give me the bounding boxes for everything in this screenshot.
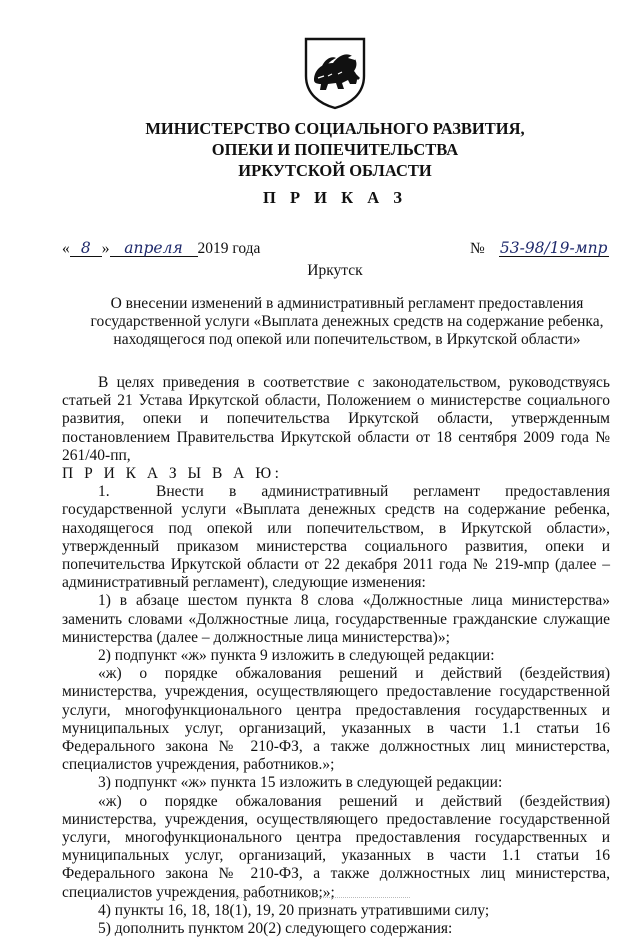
subitem-3-text: «ж) о порядке обжалования решений и действий (бездействия) министерства, учреждения, осуществляющего предоставление государственной услуги, многофункционального центра предоставления государственных и муниципальных услуг, организаций, указанных в части 1.1 статьи 16 Федерального закона № 210-ФЗ, а также должностных лиц министерства, специалистов учреждения, работников;»; [62, 792, 610, 901]
preamble: В целях приведения в соответствие с законодательством, руководствуясь статьей 21 Устава Иркутской области, Положением о министерстве социального развития, опеки и попечительства Иркутской области, утвержденным постановлением Правительства Иркутской области от 18 сентября 2009 года № 261/40-пп, [62, 374, 610, 464]
city: Иркутск [307, 262, 363, 279]
ministry-line-3: ИРКУТСКОЙ ОБЛАСТИ [238, 161, 432, 180]
subitem-1: 1) в абзаце шестом пункта 8 слова «Должностные лица министерства» заменить словами «Должностные лица, государственные гражданские служащие министерства (далее – должностные лица министерства)»; [62, 592, 610, 646]
subitem-2: 2) подпункт «ж» пункта 9 изложить в следующей редакции: [98, 647, 495, 665]
date-close-quote: » [101, 240, 110, 257]
item-1-text: Внести в административный регламент предоставления государственной услуги «Выплата денежных средств на содержание ребенка, находящегося под опекой или попечительством, в Иркутской области», утвержденный приказом министерства социального развития, опеки и попечительства Иркутской области от 22 декабря 2011 года № 219-мпр (далее – административный регламент), следующие изменения: [62, 483, 610, 592]
subitem-3: 3) подпункт «ж» пункта 15 изложить в следующей редакции: [98, 774, 503, 792]
ministry-name [0, 118, 640, 181]
order-title: П Р И К А З [263, 188, 407, 207]
order-number [470, 240, 609, 258]
decree-word: П Р И К А З Ы В А Ю: [62, 465, 283, 483]
date-day: 8 [70, 240, 102, 257]
date-open-quote: « [62, 240, 70, 257]
subitem-5: 5) дополнить пунктом 20(2) следующего содержания: [98, 920, 453, 938]
ministry-line-2: ОПЕКИ И ПОПЕЧИТЕЛЬСТВА [211, 140, 459, 159]
irkutsk-coat-of-arms-icon [302, 36, 368, 110]
item-1 [62, 483, 610, 592]
number-label: № [470, 240, 485, 257]
number-value: 53-98/19-мпр [499, 239, 608, 257]
page-bottom-divider [230, 896, 410, 898]
subitem-4: 4) пункты 16, 18, 18(1), 19, 20 признать утратившими силу; [98, 901, 490, 919]
order-subject: О внесении изменений в административный регламент предоставления государственной услуги «Выплата денежных средств на содержание ребенка, находящегося под опекой или попечительством, в Иркутской области» [90, 295, 604, 348]
order-body [62, 374, 610, 938]
subitem-2-text: «ж) о порядке обжалования решений и действий (бездействия) министерства, учреждения, осуществляющего предоставление государственной услуги, многофункционального центра предоставления государственных и муниципальных услуг, организаций, указанных в части 1.1 статьи 16 Федерального закона № 210-ФЗ, а также должностных лиц министерства, специалистов учреждения, работников.»; [62, 665, 610, 774]
date-month: апреля [110, 240, 198, 257]
order-date [62, 240, 260, 258]
ministry-line-1: МИНИСТЕРСТВО СОЦИАЛЬНОГО РАЗВИТИЯ, [145, 119, 525, 138]
item-1-number: 1. [98, 483, 110, 501]
date-year: 2019 года [197, 240, 261, 257]
